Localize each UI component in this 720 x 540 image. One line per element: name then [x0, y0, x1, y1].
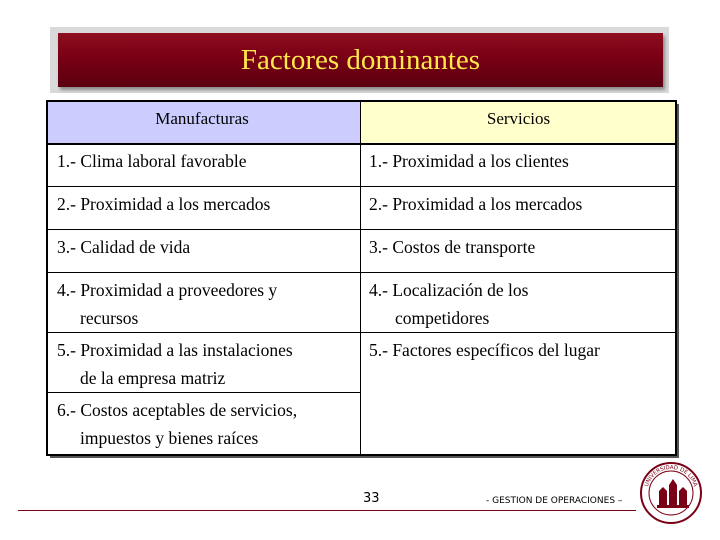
servicios-item: 3.- Costos de transporte — [369, 237, 536, 257]
servicios-item: 2.- Proximidad a los mercados — [369, 194, 583, 214]
servicios-item-cont: competidores — [395, 308, 490, 328]
table-column-divider — [360, 101, 361, 455]
servicios-item: 1.- Proximidad a los clientes — [369, 151, 569, 171]
table-header-divider — [46, 143, 677, 145]
manufacturas-item: 5.- Proximidad a las instalaciones — [57, 340, 293, 360]
table-border-right — [675, 101, 677, 455]
footer-line — [18, 510, 636, 511]
manufacturas-item: 2.- Proximidad a los mercados — [57, 194, 271, 214]
servicios-item: 4.- Localización de los — [369, 280, 529, 300]
table-border-left — [46, 101, 48, 455]
table-border-bottom — [46, 454, 677, 456]
manufacturas-item-cont: impuestos y bienes raíces — [80, 428, 259, 448]
manufacturas-item: 3.- Calidad de vida — [57, 237, 191, 257]
row-divider — [46, 186, 677, 187]
manufacturas-item-cont: de la empresa matriz — [80, 368, 226, 388]
page-number: 33 — [363, 491, 380, 506]
university-seal-icon — [639, 461, 703, 525]
manufacturas-item: 1.- Clima laboral favorable — [57, 151, 247, 171]
manufacturas-item: 4.- Proximidad a proveedores y — [57, 280, 278, 300]
row-divider — [46, 272, 677, 273]
row-divider — [46, 229, 677, 230]
footer-text: - GESTION DE OPERACIONES – — [486, 496, 623, 506]
row-divider — [46, 332, 677, 333]
svg-text:UNIVERSIDAD DE LIMA: UNIVERSIDAD DE LIMA — [643, 464, 699, 488]
manufacturas-item: 6.- Costos aceptables de servicios, — [57, 400, 298, 420]
manufacturas-item-cont: recursos — [80, 308, 139, 328]
header-servicios-label: Servicios — [486, 109, 551, 128]
slide-title: Factores dominantes — [240, 43, 481, 76]
servicios-item: 5.- Factores específicos del lugar — [369, 340, 600, 360]
header-servicios — [361, 101, 676, 144]
table-border-top — [46, 100, 677, 102]
header-manufacturas — [47, 101, 361, 144]
header-manufacturas-label: Manufacturas — [155, 109, 249, 128]
